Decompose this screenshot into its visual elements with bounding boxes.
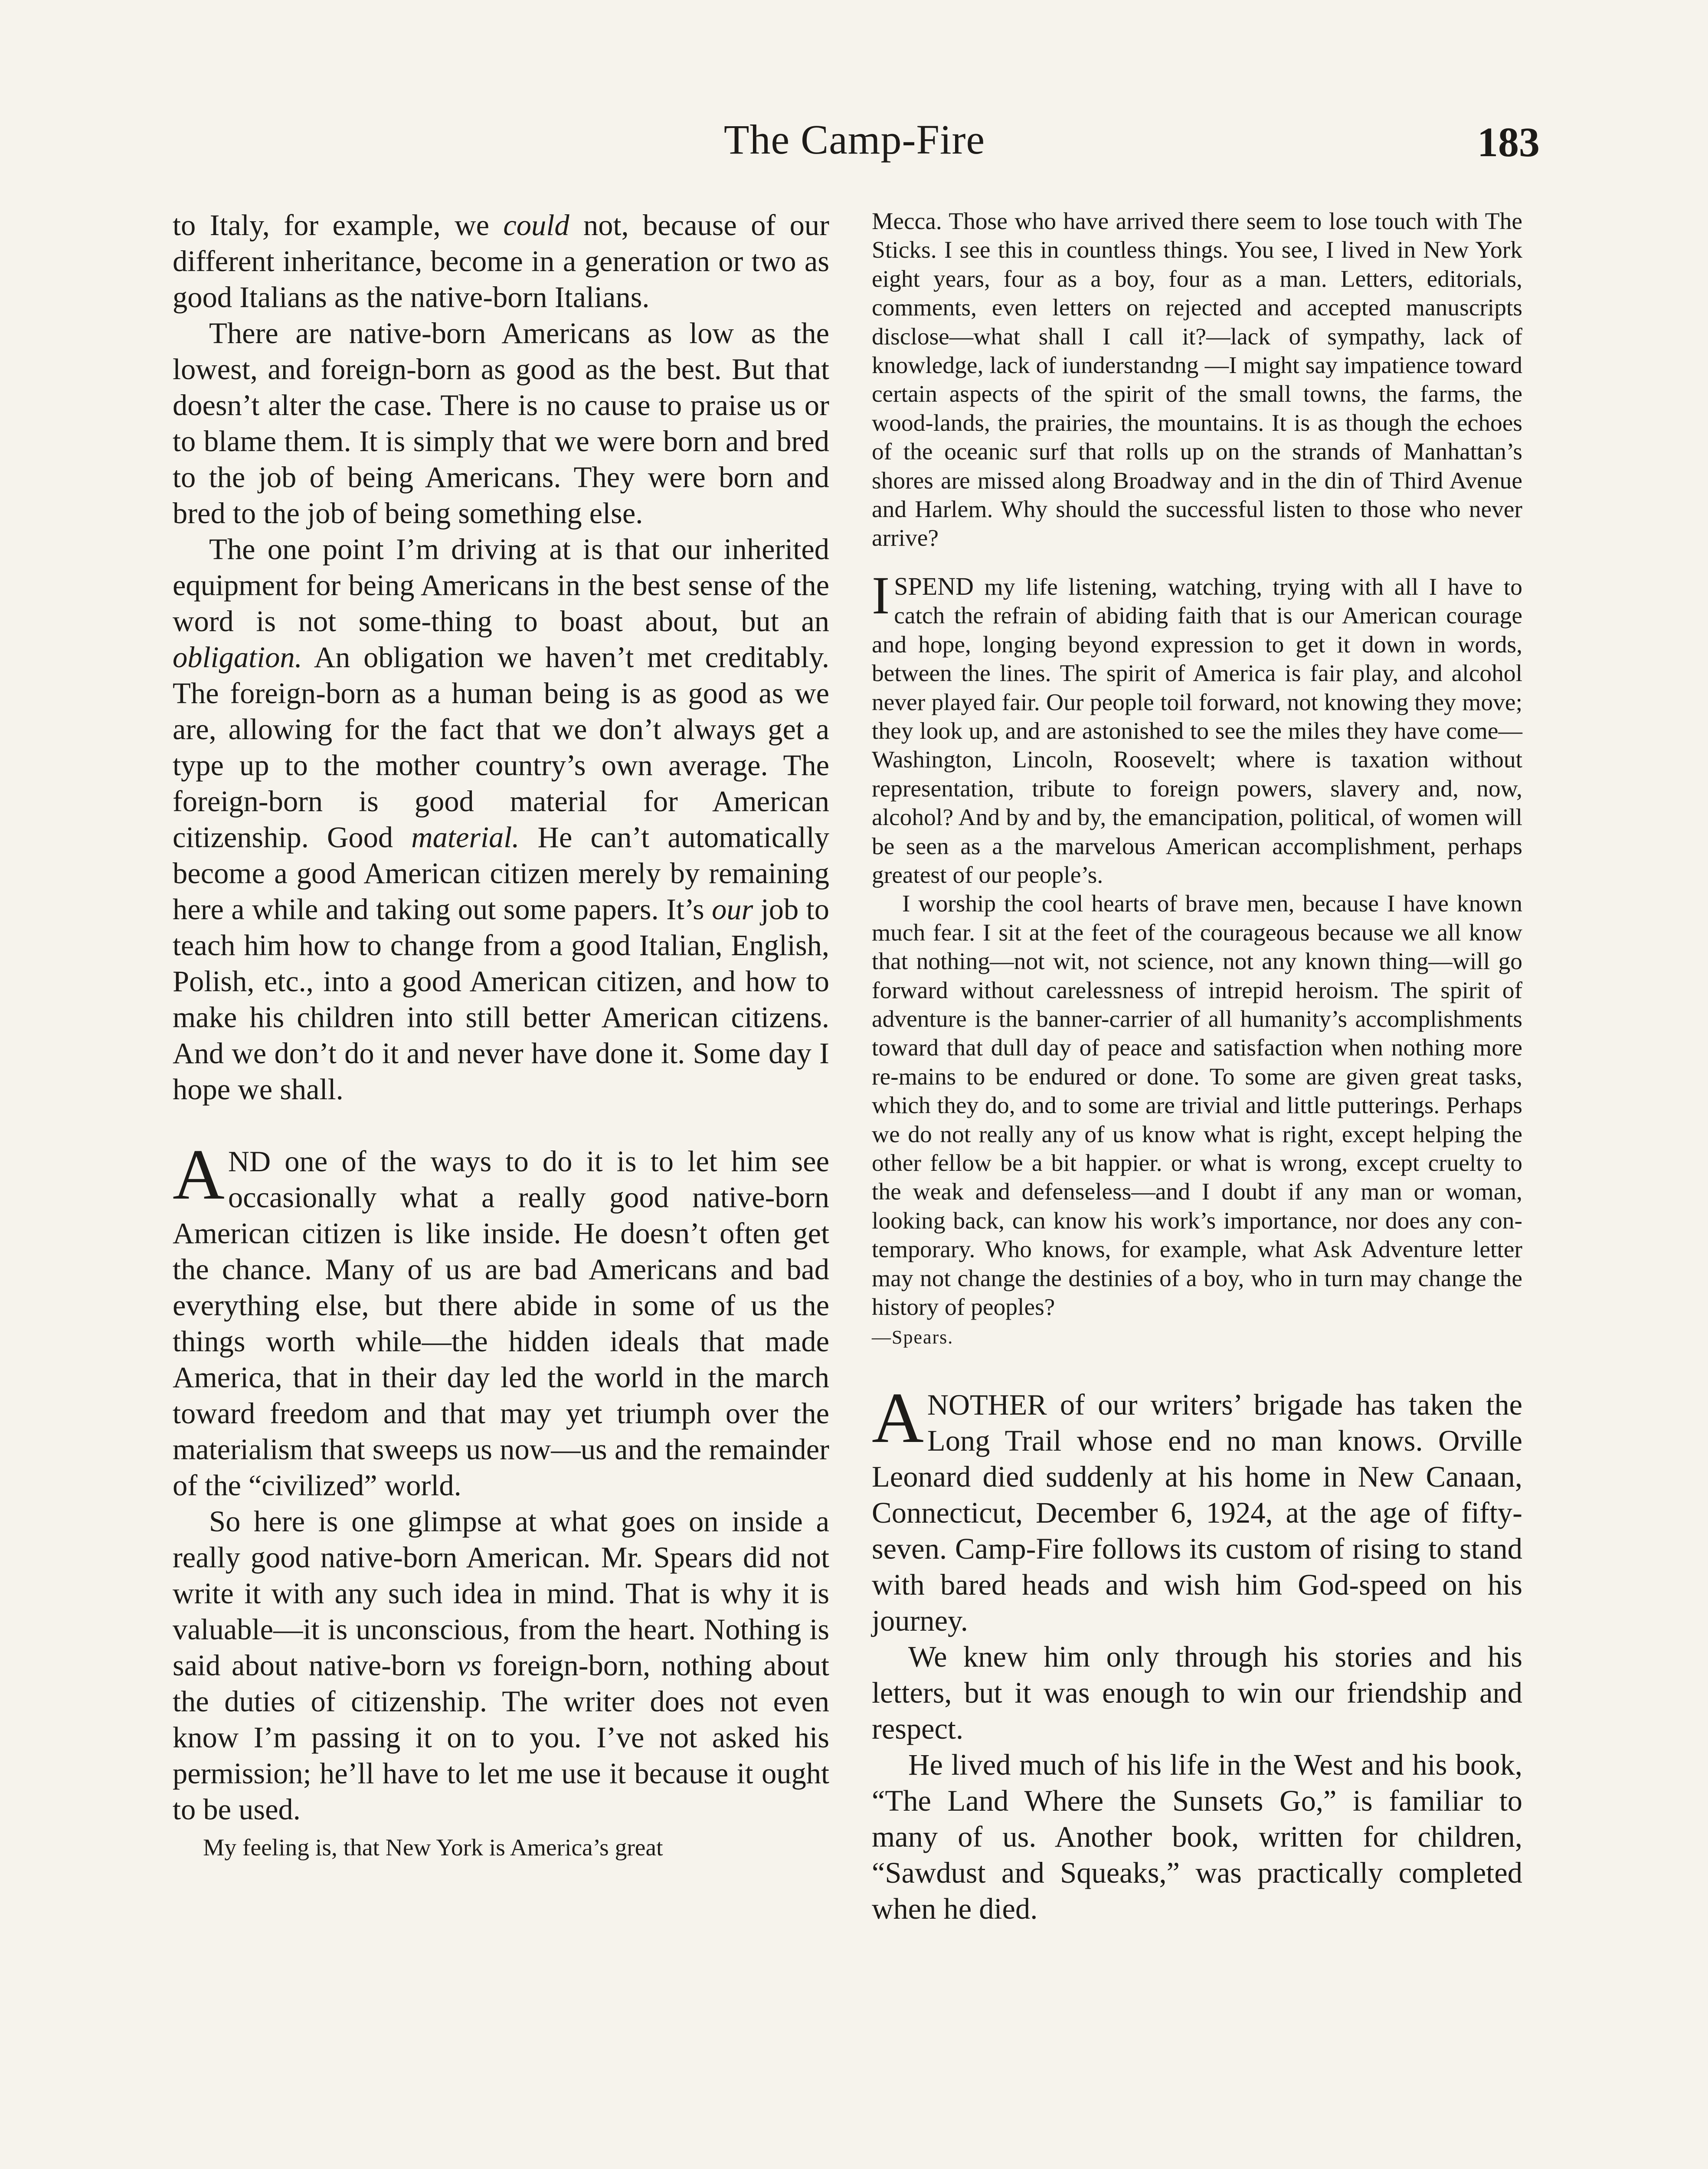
paragraph-obligation: The one point I’m driving at is that our inherited equipment for being Americans in the best sense of the word is not some-thing to boast about, but an obligation. An obligation we haven’t met creditably. The foreign-born as a human being is as good as we are, allowing for the fact that we don’t always get a type up to the mother country’s own average. The foreign-born is good material for American citizenship. Good material. He can’t automatically become a good American citizen merely by remaining here a while and taking out some papers. It’s our job to teach him how to change from a good Italian, English, Polish, etc., into a good American citizen, and how to make his children into still better American citizens. And we don’t do it and never have done it. Some day I hope we shall. bbox=[173, 533, 829, 1106]
paragraph-italy: to Italy, for example, we could not, because of our different inheritance, become in a generation or two as good Italians as the native-born Italians. bbox=[173, 209, 829, 314]
page-number: 183 bbox=[1477, 119, 1540, 165]
letter-paragraph-mecca: Mecca. Those who have arrived there seem to lose touch with The Sticks. I see this in countless things. You see, I lived in New York eight years, four as a boy, four as a man. Letters, editorials, comments, even letters on rejected and accepted manuscripts disclose—what shall I call it?—lack of sympathy, lack of knowledge, lack of iunderstandng —I might say impatience toward certain aspects of the spirit of the small towns, the farms, the wood-lands, the prairies, the mountains. It is as though the echoes of the oceanic surf that rolls up on the strands of Manhattan’s shores are missed along Broadway and in the din of Third Avenue and Harlem. Why should the successful listen to those who never arrive? bbox=[872, 208, 1522, 552]
paragraph-native-born: There are native-born Americans as low as the lowest, and foreign-born as good as the best. But that doesn’t alter the case. There is no cause to praise us or to blame them. It is simply that we were born and bred to the job of being Americans. They were born and bred to the job of being something else. bbox=[173, 317, 829, 530]
running-title: The Camp-Fire bbox=[723, 116, 985, 163]
drop-cap-another: A bbox=[872, 1377, 924, 1458]
emphasis-could: could bbox=[503, 209, 569, 242]
emphasis-our: our bbox=[712, 893, 753, 926]
paragraph-he-lived: He lived much of his life in the West and his book, “The Land Where the Sunsets Go,” is familiar to many of us. Another book, written for children, “Sawdust and Squeaks,” was practically completed when he died. bbox=[872, 1748, 1522, 1925]
signature-spears: —Spears. bbox=[872, 1327, 954, 1348]
letter-signature bbox=[872, 1322, 1522, 1352]
paragraph-and-one-of-the-ways: AND one of the ways to do it is to let him see occasionally what a really good native-born American citizen is like inside. He doesn’t often get the chance. Many of us are bad Americans and bad everything else, but there abide in some of us the things worth while—the hidden ideals that made America, that in their day led the world in the march toward freedom and that may yet triumph over the materialism that sweeps us now—us and the remainder of the “civilized” world. bbox=[173, 1134, 829, 1502]
emphasis-obligation: obligation. bbox=[173, 641, 302, 674]
letter-paragraph-i-spend: I SPEND my life listening, watching, trying with all I have to catch the refrain of abiding faith that is our American courage and hope, longing beyond expression to get it down in words, between the lines. The spirit of America is fair play, and alcohol never played fair. Our people toil forward, not knowing they move; they look up, and are astonished to see the miles they have come—Washington, Lincoln, Roosevelt; where is taxation without representation, tribute to foreign powers, slavery and, now, alcohol? And by and by, the emancipation, political, of women will be seen as a the marvelous American accomplishment, perhaps greatest of our people’s. bbox=[872, 565, 1522, 888]
drop-cap-i: I bbox=[872, 565, 890, 625]
letter-paragraph-brave-men: I worship the cool hearts of brave men, because I have known much fear. I sit at the feet of the courageous because we all know that nothing—not wit, not science, not any known thing—will go forward without carelessness of intrepid heroism. The spirit of adventure is the banner-carrier of all humanity’s accomplishments toward that dull day of peace and satisfaction when nothing more re-mains to be endured or done. To some are given great tasks, which they do, and to some are trivial and little putterings. Perhaps we do not really any of us know what is right, except helping the other fellow be a bit happier. or what is wrong, except cruelty to the weak and defenseless—and I doubt if any man or woman, looking back, can know his work’s importance, nor does any con-temporary. Who knows, for example, what Ask Adventure letter may not change the destinies of a boy, who in turn may change the history of peoples? bbox=[872, 891, 1522, 1321]
right-column bbox=[872, 207, 1522, 1927]
emphasis-vs: vs bbox=[457, 1649, 482, 1682]
paragraph-my-feeling: My feeling is, that New York is America’s great bbox=[203, 1835, 663, 1861]
page-header bbox=[169, 114, 1540, 170]
paragraph-glimpse: So here is one glimpse at what goes on inside a really good native-born American. Mr. Spears did not write it with any such idea in mind. That is why it is valuable—it is unconscious, from the heart. Nothing is said about native-born vs foreign-born, nothing about the duties of citizenship. The writer does not even know I’m passing it on to you. I’ve not asked his permission; he’ll have to let me use it because it ought to be used. bbox=[173, 1505, 829, 1826]
paragraph-another: ANOTHER of our writers’ brigade has taken the Long Trail whose end no man knows. Orville Leonard died suddenly at his home in New Canaan, Connecticut, December 6, 1924, at the age of fifty-seven. Camp-Fire follows its custom of rising to stand with bared heads and wish him God-speed on his journey. bbox=[872, 1377, 1522, 1637]
emphasis-material: material. bbox=[411, 821, 520, 854]
left-column bbox=[173, 207, 829, 1862]
paragraph-we-knew-him: We knew him only through his stories and his letters, but it was enough to win our friendship and respect. bbox=[872, 1640, 1522, 1745]
drop-cap-a: A bbox=[173, 1134, 225, 1214]
